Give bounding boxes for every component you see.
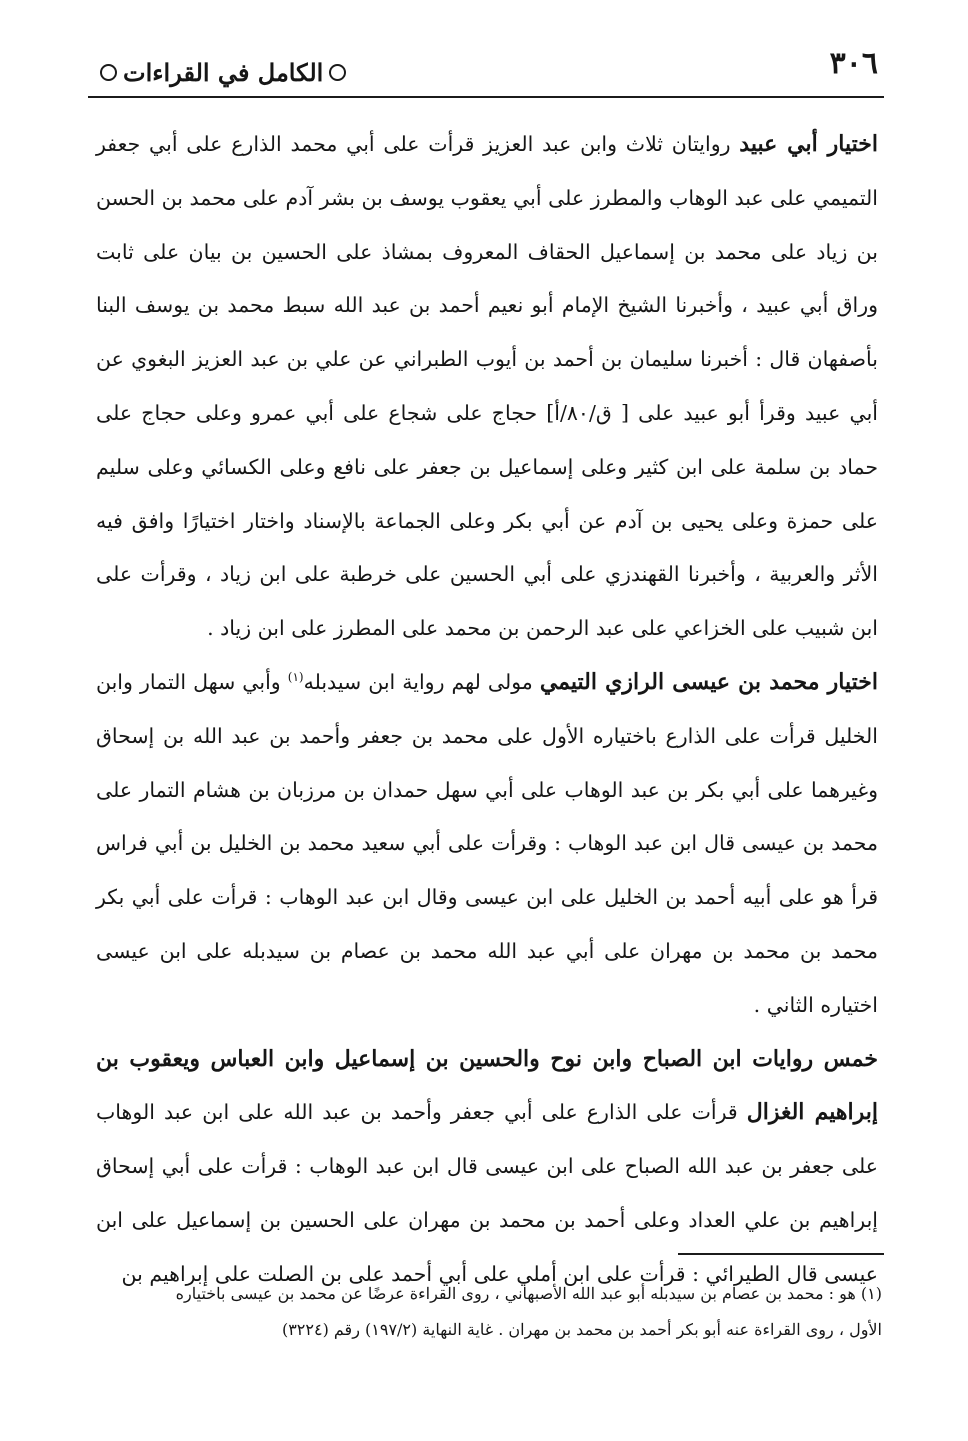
header-rule (88, 96, 884, 98)
paragraph-five-narrations (96, 1033, 878, 1302)
ring-ornament-icon (100, 64, 117, 81)
paragraph-text: روايتان ثلاث وابن عبد العزيز قرأت على أبي محمد الذارع على أبي جعفر التميمي على عبد الوهاب والمطرز على أبي يعقوب يوسف بن بشر آدم على محمد بن الحسن بن زياد على محمد بن إسماعيل الحقاف المعروف بمشاذ على الحسين بن بيان على ثابت وراق أبي عبيد ، وأخبرنا الشيخ الإمام أبو نعيم أحمد بن عبد الله سبط محمد بن يوسف البنا بأصفهان قال : أخبرنا سليمان بن أحمد بن أيوب الطبراني عن علي بن عبد العزيز البغوي عن أبي عبيد وقرأ أبو عبيد على [ ق/٨٠/أ] حجاج على شجاع على أبي عمرو وعلى حجاج على حماد بن سلمة على ابن كثير وعلى إسماعيل بن جعفر على نافع وعلى الكسائي وعلى سليم على حمزة وعلى يحيى بن آدم عن أبي بكر وعلى الجماعة بالإسناد واختار اختيارًا وافق فيه الأثر والعربية ، وأخبرنا القهندزي على أبي الحسين على خرطبة على ابن زياد ، وقرأت على ابن شبيب على الخزاعي على عبد الرحمن بن محمد على المطرز على ابن زياد . (96, 132, 878, 641)
paragraph-text: وأبي سهل التمار وابن الخليل قرأت على الذارع باختياره الأول على محمد بن جعفر وأحمد بن عبد الله بن إسحاق وغيرهما على أبي بكر بن عبد الوهاب على أبي سهل حمدان بن مرزبان بن هشام التمار على محمد بن عيسى قال ابن عبد الوهاب : وقرأت على أبي سعيد محمد بن الخليل بن أبي فراس قرأ هو على أبيه أحمد بن الخليل على ابن عيسى وقال ابن عبد الوهاب : قرأت على أبي بكر محمد بن محمد بن مهران على أبي عبد الله محمد بن عصام بن سيدبله على ابن عيسى اختياره الثاني . (96, 669, 878, 1017)
footnote-reference: (١) (287, 670, 304, 685)
page-header (88, 42, 884, 98)
page-number: ٣٠٦ (829, 46, 878, 81)
main-text (96, 118, 878, 1302)
footnote-separator (678, 1253, 884, 1255)
footnotes (110, 1276, 882, 1348)
paragraph-text: قرأت على الذارع على أبي جعفر وأحمد بن عبد الله على ابن عبد الوهاب على جعفر بن عبد الله الصباح على ابن عيسى قال ابن عبد الوهاب : قرأت على أبي إسحاق إبراهيم بن علي العداد وعلى أحمد بن محمد بن مهران على الحسين بن إسماعيل على ابن عيسى قال الطيرائي : قرأت على ابن أملي على أبي أحمد على بن الصلت على إبراهيم بن (96, 1100, 878, 1286)
running-title-text: الكامل في القراءات (123, 58, 324, 87)
paragraph-lead: اختيار أبي عبيد (739, 131, 878, 157)
paragraph-heading: خمس روايات ابن الصباح وابن نوح والحسين بن إسماعيل وابن العباس ويعقوب بن (96, 1045, 878, 1072)
footnote-line: (١) هو : محمد بن عصام بن سيدبله أبو عبد الله الأصبهاني ، روى القراءة عرضًا عن محمد بن عيسى باختياره (175, 1284, 882, 1303)
paragraph-ibn-isa (96, 656, 878, 1033)
paragraph-lead: اختيار محمد بن عيسى الرازي التيمي (539, 668, 878, 695)
paragraph-text: مولى لهم رواية ابن سيدبله (303, 669, 540, 694)
paragraph-lead: إبراهيم الغزال (746, 1099, 878, 1126)
paragraph-abu-ubaid (96, 118, 878, 656)
running-title (94, 58, 352, 87)
footnote-line: الأول ، روى القراءة عنه أبو بكر أحمد بن محمد بن مهران . غاية النهاية (١٩٧/٢) رقم (٣٢٢٤) (281, 1320, 882, 1339)
ring-ornament-icon (329, 64, 346, 81)
